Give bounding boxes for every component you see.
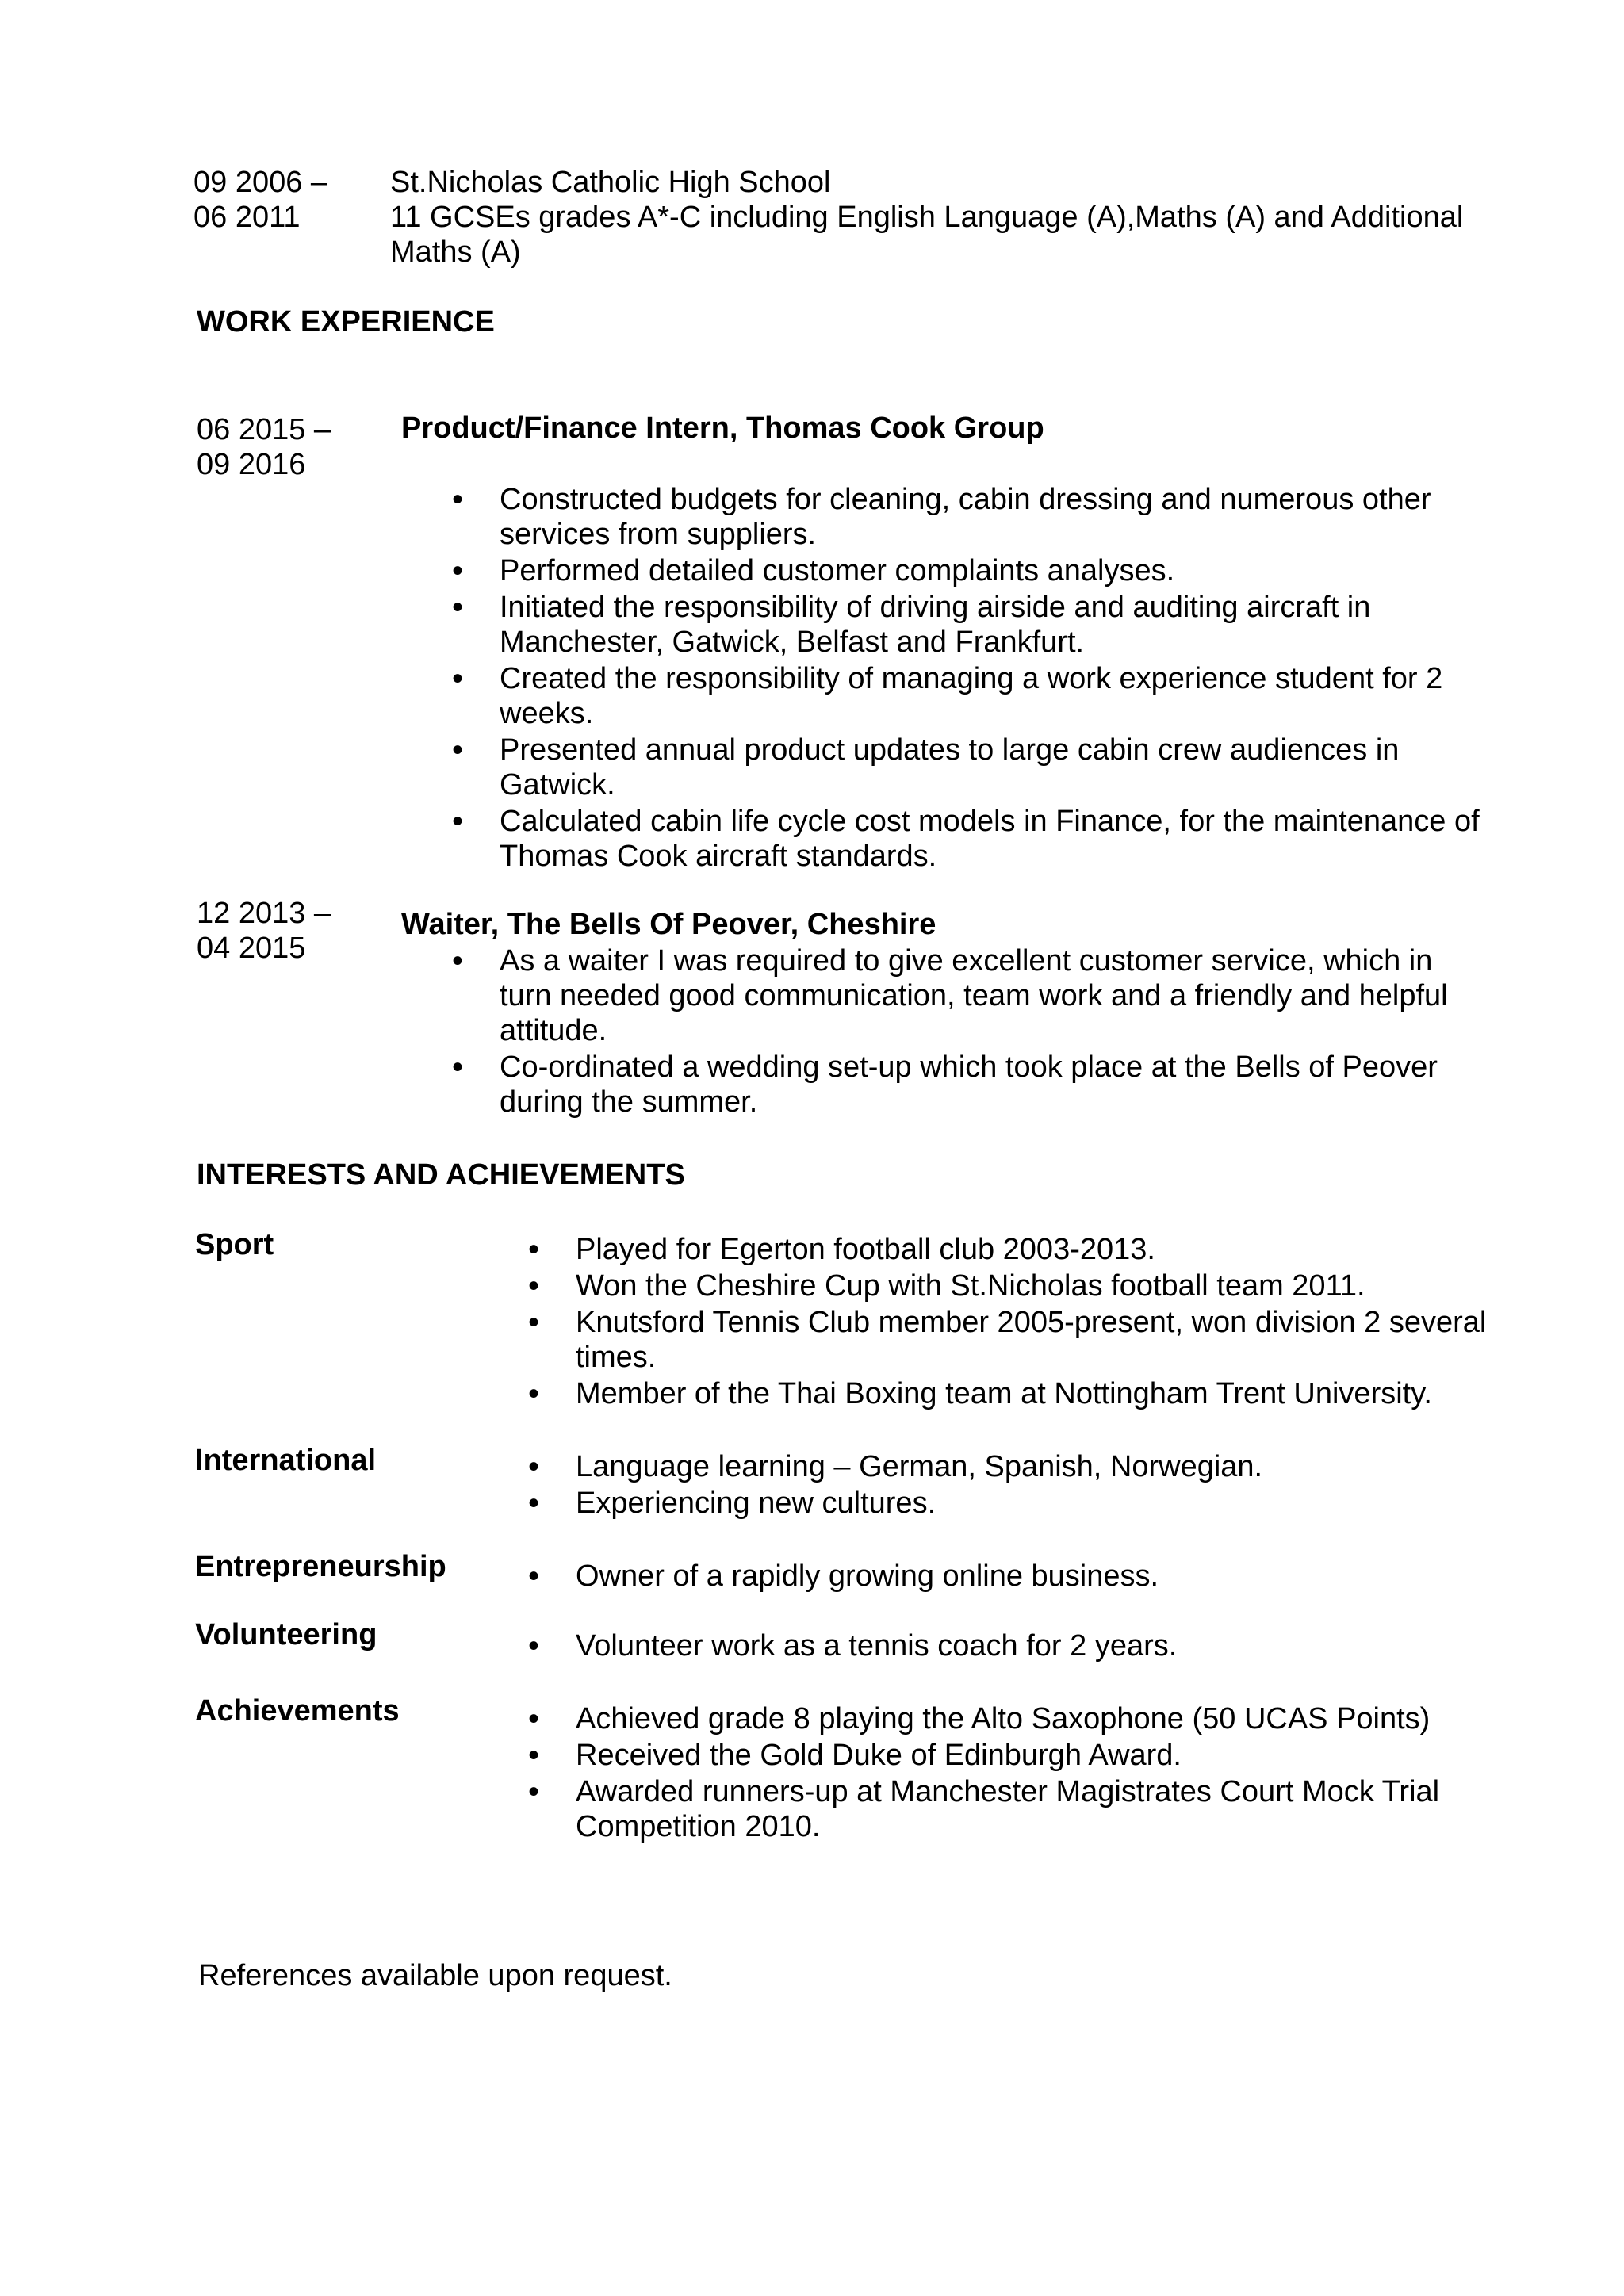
list-item: • As a waiter I was required to give excellent customer service, which in turn needed good communication, team work and a friendly and helpful attitude. (500, 943, 1483, 1048)
list-item: • Constructed budgets for cleaning, cabin dressing and numerous other services from suppliers. (500, 482, 1483, 552)
education-date-start: 09 2006 – (193, 166, 328, 199)
category-label-achievements: Achievements (195, 1694, 400, 1728)
list-item: • Language learning – German, Spanish, Norwegian. (576, 1449, 1496, 1484)
interests-heading: INTERESTS AND ACHIEVEMENTS (197, 1158, 685, 1192)
job-2-bullets (500, 943, 1483, 1121)
job-1-bullets (500, 482, 1483, 875)
list-item: • Experiencing new cultures. (576, 1486, 1496, 1521)
list-item: • Initiated the responsibility of driving airside and auditing aircraft in Manchester, Gatwick, Belfast and Frankfurt. (500, 590, 1483, 660)
category-label-volunteering: Volunteering (195, 1618, 377, 1651)
category-bullets-international (576, 1449, 1496, 1522)
job-1-date-start: 06 2015 – (197, 413, 331, 446)
list-item: • Achieved grade 8 playing the Alto Saxophone (50 UCAS Points) (576, 1701, 1496, 1736)
job-1-title: Product/Finance Intern, Thomas Cook Group (401, 411, 1044, 445)
list-item: • Performed detailed customer complaints analyses. (500, 553, 1483, 588)
list-item: • Won the Cheshire Cup with St.Nicholas football team 2011. (576, 1269, 1496, 1303)
list-item: • Co-ordinated a wedding set-up which took place at the Bells of Peover during the summer. (500, 1050, 1483, 1119)
list-item: • Received the Gold Duke of Edinburgh Award. (576, 1738, 1496, 1773)
job-2-date-end: 04 2015 (197, 932, 306, 965)
category-bullets-achievements (576, 1701, 1496, 1846)
category-bullets-sport (576, 1232, 1496, 1413)
list-item: • Awarded runners-up at Manchester Magistrates Court Mock Trial Competition 2010. (576, 1774, 1496, 1844)
list-item: • Played for Egerton football club 2003-2013. (576, 1232, 1496, 1267)
job-2-title: Waiter, The Bells Of Peover, Cheshire (401, 908, 936, 941)
list-item: • Calculated cabin life cycle cost models in Finance, for the maintenance of Thomas Cook aircraft standards. (500, 804, 1483, 874)
list-item: • Presented annual product updates to large cabin crew audiences in Gatwick. (500, 733, 1483, 802)
category-bullets-volunteering (576, 1628, 1496, 1665)
list-item: • Member of the Thai Boxing team at Nottingham Trent University. (576, 1376, 1496, 1411)
list-item: • Owner of a rapidly growing online business. (576, 1559, 1496, 1594)
work-experience-heading: WORK EXPERIENCE (197, 305, 495, 339)
education-date-end: 06 2011 (193, 201, 301, 234)
job-1-date-end: 09 2016 (197, 448, 306, 481)
references-note: References available upon request. (198, 1959, 672, 1992)
category-label-sport: Sport (195, 1228, 274, 1261)
list-item: • Created the responsibility of managing a work experience student for 2 weeks. (500, 661, 1483, 731)
education-school: St.Nicholas Catholic High School (390, 166, 831, 199)
job-2-date-start: 12 2013 – (197, 897, 331, 930)
education-qualification: 11 GCSEs grades A*-C including English Language (A),Maths (A) and Additional Maths (A) (390, 201, 1464, 269)
category-bullets-entrepreneurship (576, 1559, 1496, 1595)
category-label-international: International (195, 1444, 377, 1477)
category-label-entrepreneurship: Entrepreneurship (195, 1550, 446, 1583)
list-item: • Knutsford Tennis Club member 2005-present, won division 2 several times. (576, 1305, 1496, 1375)
list-item: • Volunteer work as a tennis coach for 2 years. (576, 1628, 1496, 1663)
